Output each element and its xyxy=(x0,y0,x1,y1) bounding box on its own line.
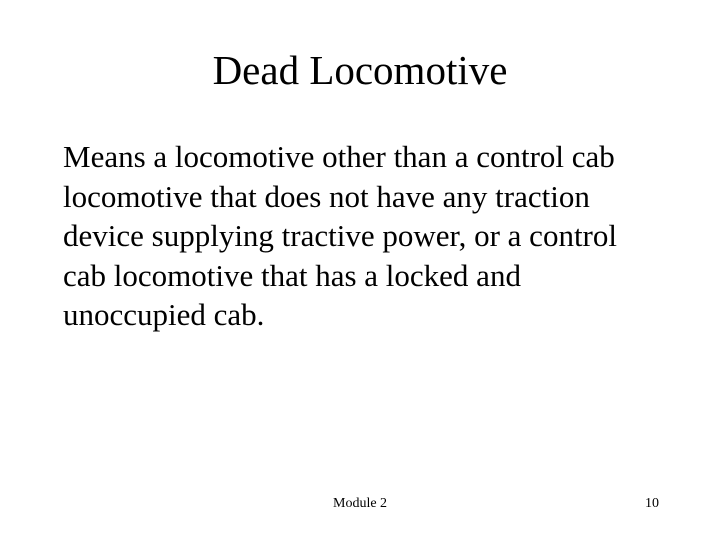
page-number: 10 xyxy=(645,496,659,511)
definition-line: Means a locomotive other than a control cab xyxy=(63,139,615,174)
slide-title: Dead Locomotive xyxy=(212,47,508,93)
definition-text xyxy=(63,137,617,335)
definition-line: locomotive that does not have any traction xyxy=(63,178,590,214)
definition-line: device supplying tractive power, or a control xyxy=(63,218,617,253)
definition-line: cab locomotive that has a locked and xyxy=(63,257,521,293)
footer-module: Module 2 xyxy=(333,496,388,511)
definition-line: unoccupied cab. xyxy=(63,297,265,332)
